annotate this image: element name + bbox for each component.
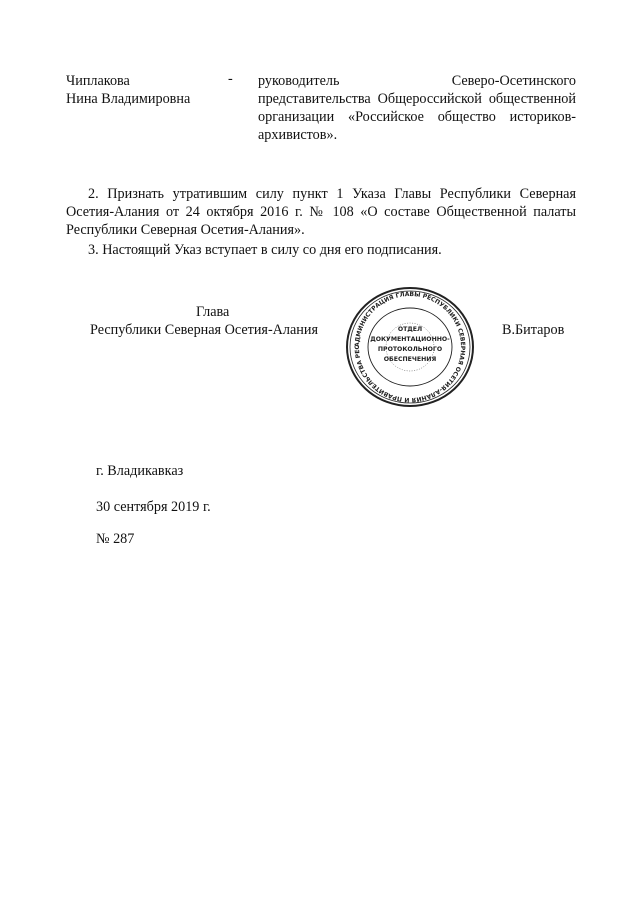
stamp-ring-text: АДМИНИСТРАЦИЯ ГЛАВЫ РЕСПУБЛИКИ СЕВЕРНАЯ ОСЕТИЯ-АЛАНИЯ И ПРАВИТЕЛЬСТВА РЕС [353, 290, 467, 404]
paragraph-3-text: 3. Настоящий Указ вступает в силу со дня его подписания. [88, 242, 442, 258]
stamp-center-line: ОТДЕЛ [397, 326, 423, 333]
member-role-line: организации «Российское общество историков- [258, 109, 576, 125]
signature-title: Глава [196, 304, 230, 320]
paragraph-2-line: Осетия-Алания от 24 октября 2016 г. № 108 «О составе Общественной палаты [66, 204, 576, 220]
member-role-line: представительства Общероссийской общественной [258, 91, 576, 107]
member-role [258, 72, 576, 144]
stamp-center-line: ПРОТОКОЛЬНОГО [377, 346, 443, 353]
member-given-names: Нина Владимировна [66, 91, 191, 107]
signature-republic: Республики Северная Осетия-Алания [90, 322, 319, 338]
member-dash: - [228, 71, 233, 87]
paragraph-2-line: 2. Признать утратившим силу пункт 1 Указа Главы Республики Северная [88, 186, 576, 202]
official-stamp [344, 285, 476, 409]
stamp-seal-icon [344, 285, 476, 409]
stamp-center-line: ОБЕСПЕЧЕНИЯ [383, 356, 437, 363]
place: г. Владикавказ [96, 463, 184, 479]
document-date: 30 сентября 2019 г. [96, 499, 211, 515]
document-number: № 287 [96, 531, 135, 547]
member-role-line: руководитель Северо-Осетинского [258, 73, 576, 89]
paragraph-2 [66, 185, 576, 239]
paragraph-3 [66, 241, 576, 259]
member-surname: Чиплакова [66, 73, 130, 89]
stamp-center-line: ДОКУМЕНТАЦИОННО- [370, 336, 450, 343]
paragraph-2-line: Республики Северная Осетия-Алания». [66, 222, 305, 238]
member-name [66, 72, 226, 108]
signatory-name: В.Битаров [502, 322, 565, 338]
member-role-line: архивистов». [258, 127, 338, 143]
